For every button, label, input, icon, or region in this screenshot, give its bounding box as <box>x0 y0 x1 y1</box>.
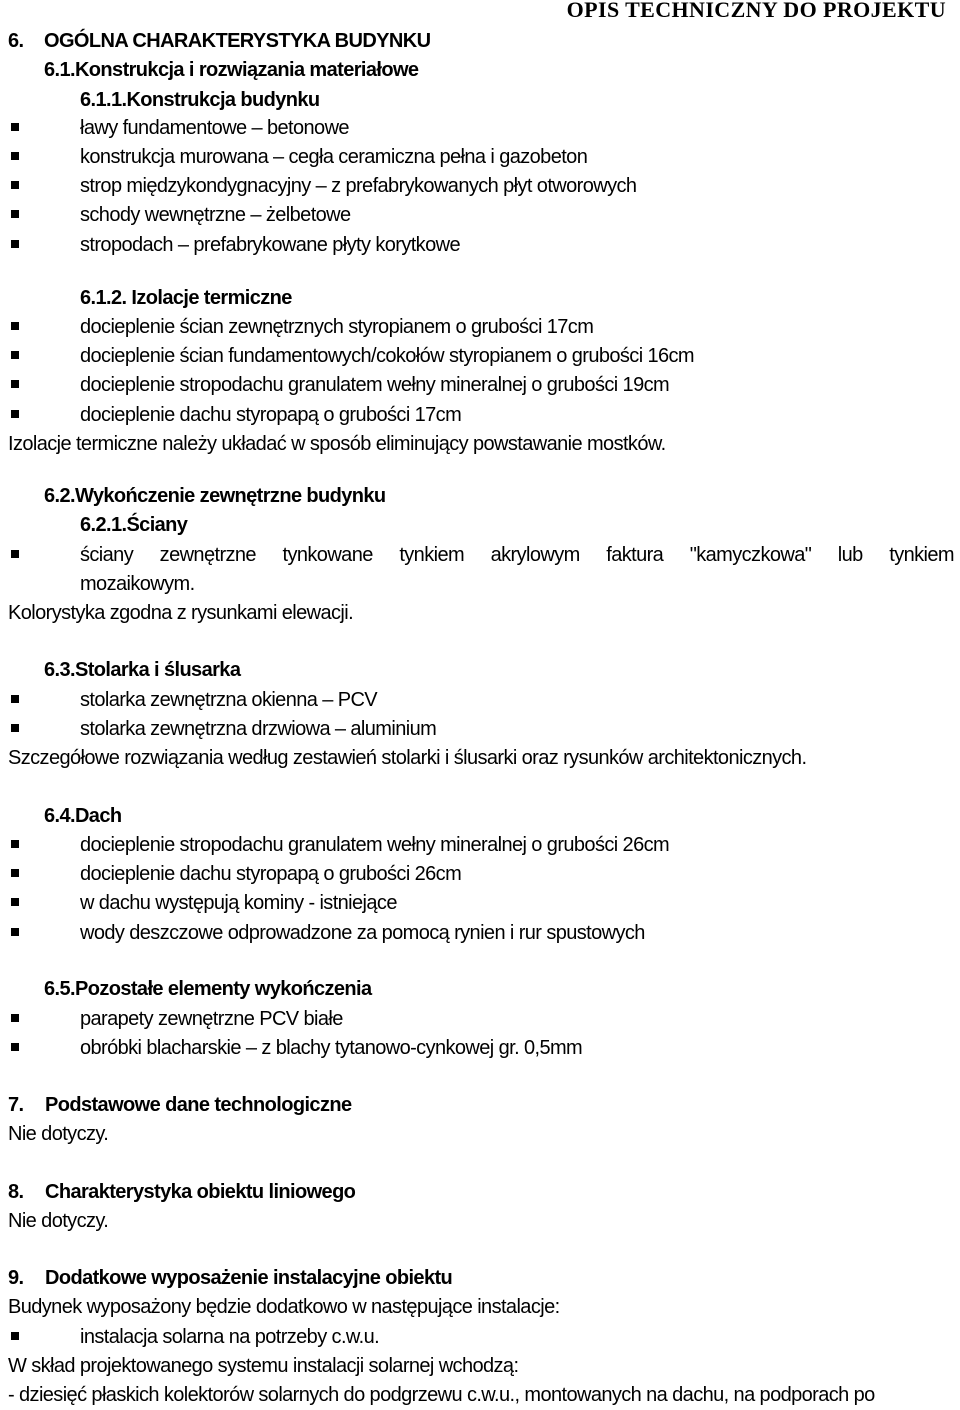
section-6-1-heading: 6.1.Konstrukcja i rozwiązania materiałowe <box>44 59 419 81</box>
paragraph: Nie dotyczy. <box>8 1123 109 1145</box>
section-6-5-heading: 6.5.Pozostałe elementy wykończenia <box>44 978 372 1000</box>
bullet-square-icon <box>11 840 19 848</box>
list-item-text: ściany zewnętrzne tynkowane tynkiem akrylowym faktura "kamyczkowa" lub tynkiem <box>80 544 954 566</box>
paragraph: Kolorystyka zgodna z rysunkami elewacji. <box>8 602 354 624</box>
bullet-square-icon <box>11 1043 19 1051</box>
paragraph: Nie dotyczy. <box>8 1210 109 1232</box>
section-6-2-1-heading: 6.2.1.Ściany <box>80 514 188 536</box>
bullet-square-icon <box>11 695 19 703</box>
bullet-square-icon <box>11 351 19 359</box>
list-item-text-continuation: mozaikowym. <box>80 573 195 595</box>
bullet-square-icon <box>11 152 19 160</box>
paragraph: - dziesięć płaskich kolektorów solarnych do podgrzewu c.w.u., montowanych na dachu, na podporach po <box>8 1384 875 1406</box>
bullet-square-icon <box>11 380 19 388</box>
paragraph: Szczegółowe rozwiązania według zestawień stolarki i ślusarki oraz rysunków architektonicznych. <box>8 747 807 769</box>
page-header: OPIS TECHNICZNY DO PROJEKTU <box>566 0 946 22</box>
bullet-square-icon <box>11 240 19 248</box>
section-6-1-2-heading: 6.1.2. Izolacje termiczne <box>80 287 292 309</box>
section-6-2-heading: 6.2.Wykończenie zewnętrzne budynku <box>44 485 386 507</box>
bullet-square-icon <box>11 322 19 330</box>
bullet-square-icon <box>11 724 19 732</box>
bullet-square-icon <box>11 1332 19 1340</box>
bullet-square-icon <box>11 898 19 906</box>
bullet-square-icon <box>11 1014 19 1022</box>
bullet-square-icon <box>11 123 19 131</box>
section-6-1-1-heading: 6.1.1.Konstrukcja budynku <box>80 89 320 111</box>
section-6-heading: 6. OGÓLNA CHARAKTERYSTYKA BUDYNKU <box>8 30 431 52</box>
paragraph: W skład projektowanego systemu instalacji solarnej wchodzą: <box>8 1355 519 1377</box>
paragraph: Izolacje termiczne należy układać w sposób eliminujący powstawanie mostków. <box>8 433 666 455</box>
section-6-4-heading: 6.4.Dach <box>44 805 122 827</box>
bullet-square-icon <box>11 410 19 418</box>
section-8-heading: 8. Charakterystyka obiektu liniowego <box>8 1181 356 1203</box>
paragraph: Budynek wyposażony będzie dodatkowo w następujące instalacje: <box>8 1296 560 1318</box>
bullet-square-icon <box>11 928 19 936</box>
bullet-square-icon <box>11 869 19 877</box>
section-6-3-heading: 6.3.Stolarka i ślusarka <box>44 659 241 681</box>
bullet-square-icon <box>11 181 19 189</box>
section-9-heading: 9. Dodatkowe wyposażenie instalacyjne obiektu <box>8 1267 453 1289</box>
bullet-square-icon <box>11 210 19 218</box>
document-page: OPIS TECHNICZNY DO PROJEKTU 6. OGÓLNA CHARAKTERYSTYKA BUDYNKU 6.1.Konstrukcja i rozwiązania materiałowe 6.1.1.Konstrukcja budynku ławy fundamentowe – betonowe konstrukcja murowana – cegła ceramiczna pełna i gazobeton strop międzykondygnacyjny – z prefabrykowanych płyt otworowych schody wewnętrzne – żelbetowe stropodach – prefabrykowane płyty korytkowe 6.1.2. Izolacje termiczne docieplenie ścian zewnętrznych styropianem o grubości 17cm docieplenie ścian fundamentowych/cokołów styropianem o grubości 16cm docieplenie stropodachu granulatem wełny mineralnej o grubości 19cm docieplenie dachu styropapą o grubości 17cm Izolacje termiczne należy układać w sposób eliminujący powstawanie mostków. 6.2.Wykończenie zewnętrzne budynku 6.2.1.Ściany ściany zewnętrzne tynkowane tynkiem akrylowym faktura "kamyczkowa" lub tynkiem mozaikowym. Kolorystyka zgodna z rysunkami elewacji. 6.3.Stolarka i ślusarka stolarka zewnętrzna okienna – PCV stolarka zewnętrzna drzwiowa – aluminium Szczegółowe rozwiązania według zestawień stolarki i ślusarki oraz rysunków architektonicznych. 6.4.Dach docieplenie stropodachu granulatem wełny mineralnej o grubości 26cm docieplenie dachu styropapą o grubości 26cm w dachu występują kominy - istniejące wody deszczowe odprowadzone za pomocą rynien i rur spustowych 6.5.Pozostałe elementy wykończenia parapety zewnętrzne PCV białe obróbki blacharskie – z blachy tytanowo-cynkowej gr. 0,5mm 7. Podstawowe dane technologiczne Nie dotyczy. 8. Charakterystyka obiektu liniowego Nie dotyczy. 9. Dodatkowe wyposażenie instalacyjne obiektu Budynek wyposażony będzie dodatkowo w następujące instalacje: instalacja solarna na potrzeby c.w.u. W skład projektowanego systemu instalacji solarnej wchodzą: - dziesięć płaskich kolektorów solarnych do podgrzewu c.w.u., montowanych na dachu, na podporach po <box>0 0 960 1410</box>
bullet-square-icon <box>11 550 19 558</box>
section-7-heading: 7. Podstawowe dane technologiczne <box>8 1094 352 1116</box>
